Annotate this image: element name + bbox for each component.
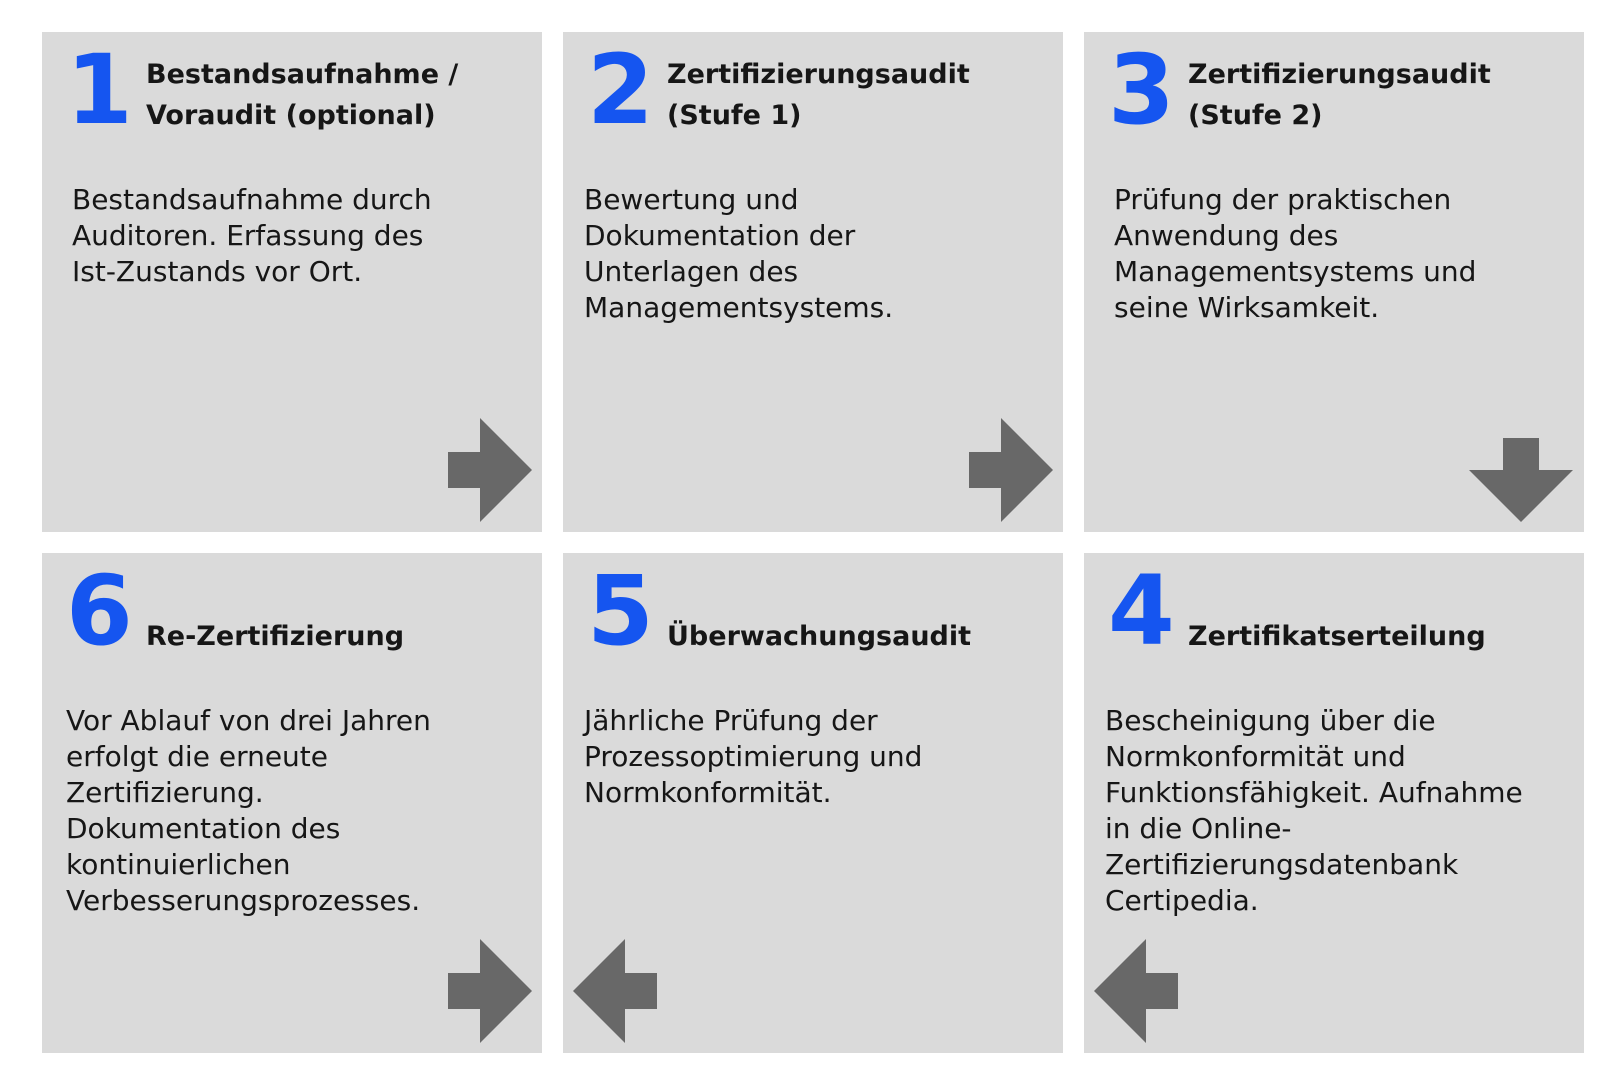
arrow-right-icon	[969, 418, 1053, 522]
step-tile-6	[42, 553, 542, 1053]
step-number: 1	[66, 34, 133, 146]
arrow-right-icon	[448, 939, 532, 1043]
step-title: Zertifikatserteilung	[1188, 621, 1486, 652]
arrow-down-icon	[1469, 438, 1573, 522]
arrow-left-icon	[573, 939, 657, 1043]
step-title: Zertifizierungsaudit (Stufe 1)	[667, 59, 970, 131]
step-title: Bestandsaufnahme / Voraudit (optional)	[146, 59, 459, 131]
step-description: Bestandsaufnahme durch Auditoren. Erfassung des Ist-Zustands vor Ort.	[72, 183, 432, 288]
step-number: 6	[66, 555, 133, 667]
arrow-left-icon	[1094, 939, 1178, 1043]
step-tile-3	[1084, 32, 1584, 532]
step-tile-2	[563, 32, 1063, 532]
step-title: Zertifizierungsaudit (Stufe 2)	[1188, 59, 1491, 131]
step-description: Bescheinigung über die Normkonformität und Funktionsfähigkeit. Aufnahme in die Online-Zertifizierungsdatenbank Certipedia.	[1105, 704, 1523, 917]
step-title: Überwachungsaudit	[667, 621, 972, 652]
step-number: 3	[1108, 34, 1175, 146]
step-tile-4	[1084, 553, 1584, 1053]
step-description: Prüfung der praktischen Anwendung des Managementsystems und seine Wirksamkeit.	[1114, 183, 1477, 324]
arrow-right-icon	[448, 418, 532, 522]
step-tile-1	[42, 32, 542, 532]
step-number: 2	[587, 34, 654, 146]
step-title: Re-Zertifizierung	[146, 621, 405, 652]
step-number: 4	[1108, 555, 1175, 667]
step-description: Bewertung und Dokumentation der Unterlagen des Managementsystems.	[584, 183, 894, 324]
step-tile-5	[563, 553, 1063, 1053]
step-number: 5	[587, 555, 654, 667]
step-description: Vor Ablauf von drei Jahren erfolgt die erneute Zertifizierung. Dokumentation des kontinuierlichen Verbesserungsprozesses.	[66, 704, 431, 917]
step-description: Jährliche Prüfung der Prozessoptimierung und Normkonformität.	[584, 704, 923, 809]
